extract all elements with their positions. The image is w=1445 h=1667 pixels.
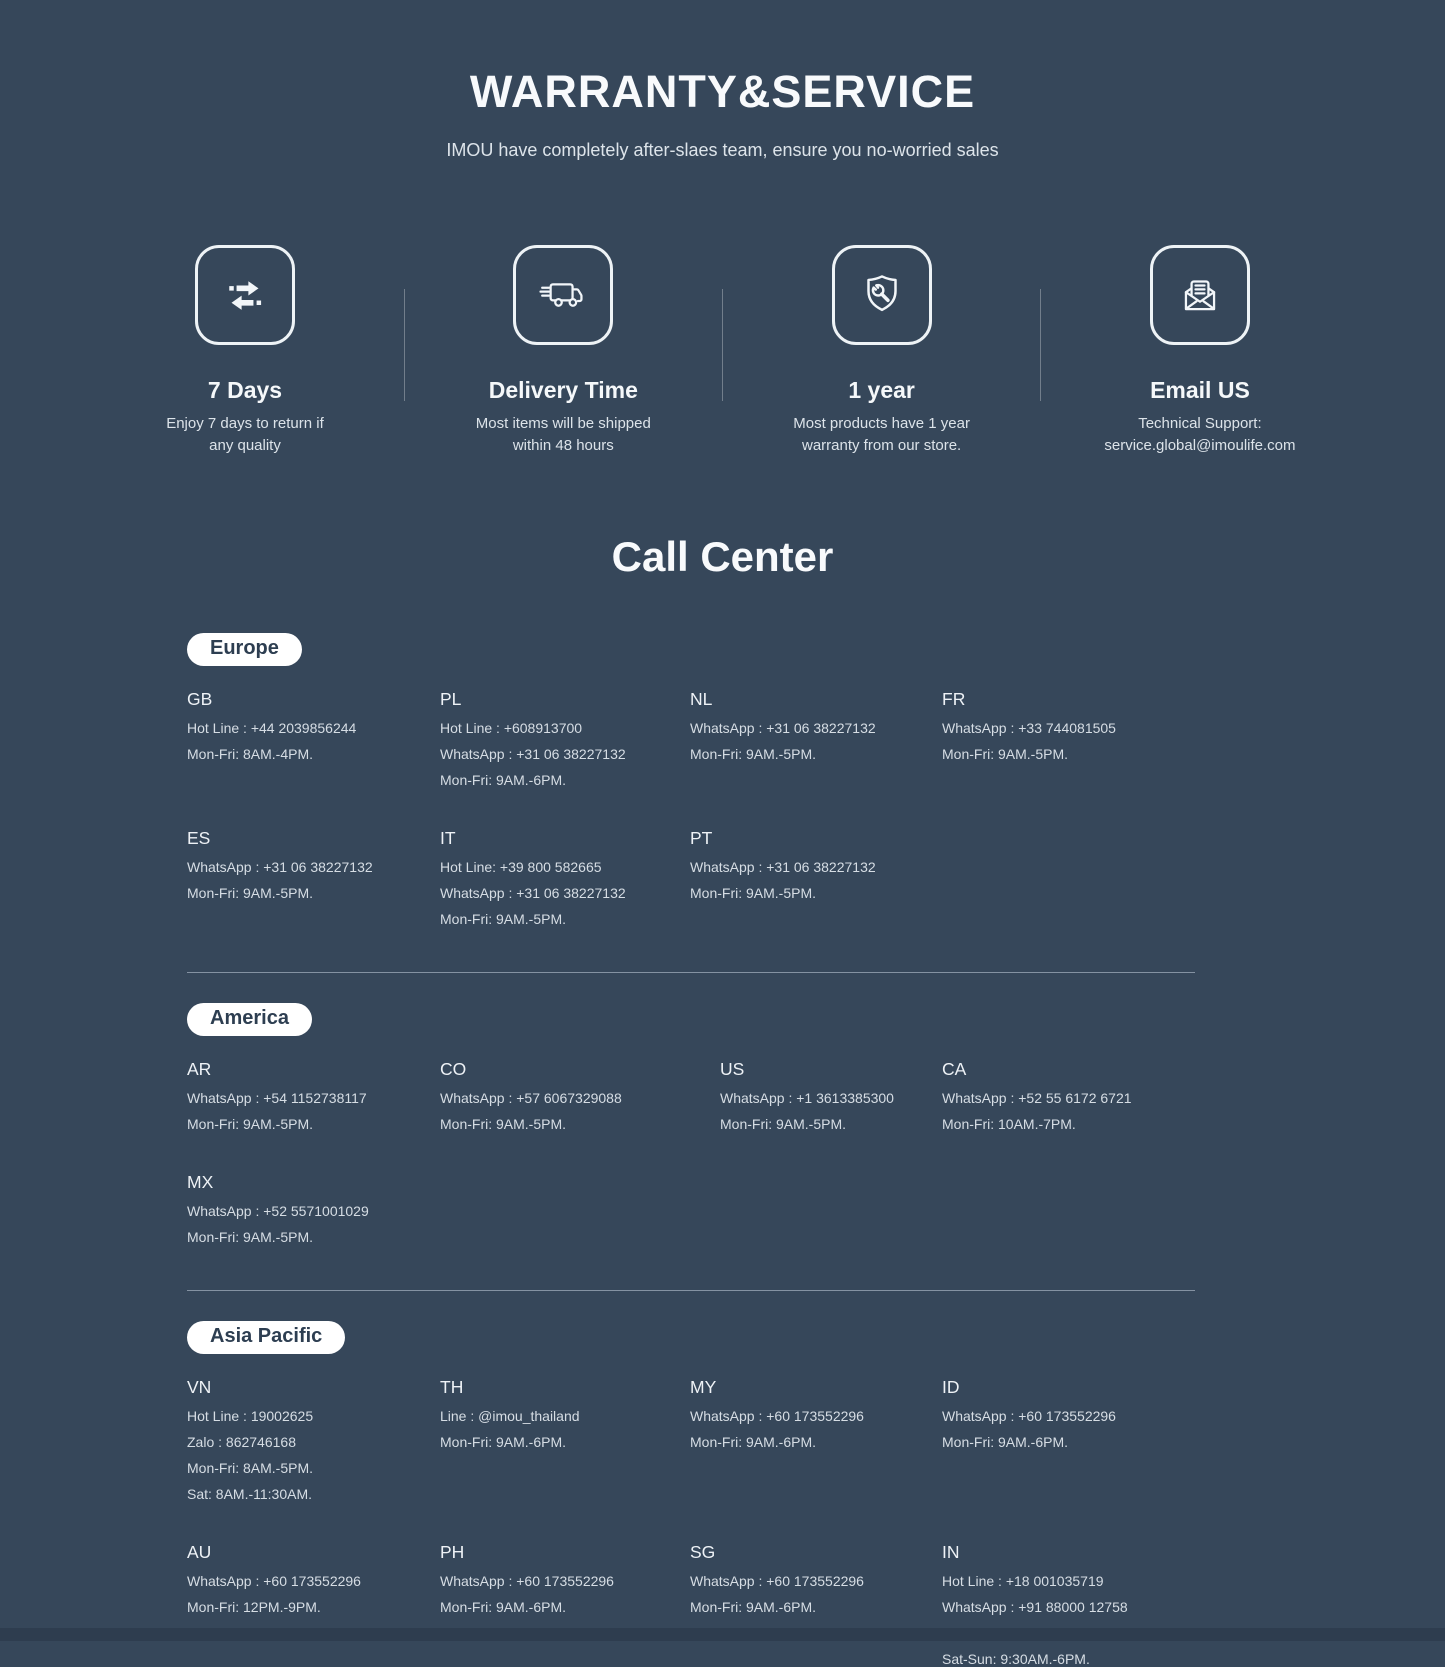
contact-line: Mon-Fri: 9AM.-5PM. xyxy=(690,884,817,901)
feature-return xyxy=(108,245,383,457)
region-pill-america: America xyxy=(187,1003,312,1036)
feature-desc-line: within 48 hours xyxy=(512,436,614,454)
country-us xyxy=(690,1059,942,1132)
country-mx xyxy=(187,1172,440,1245)
feature-desc-line: Technical Support: xyxy=(1138,415,1262,432)
feature-desc-line: service.global@imoulife.com xyxy=(1104,436,1296,454)
country-fr xyxy=(942,689,1195,762)
contact-line: Hot Line: +39 800 582665 xyxy=(440,858,602,875)
country-row xyxy=(187,689,1195,788)
contact-line: Mon-Fri: 8AM.-5PM. xyxy=(187,1459,314,1476)
section-divider xyxy=(187,972,1195,973)
country-nl xyxy=(690,689,942,762)
region-america xyxy=(187,1003,1195,1245)
contact-line: Mon-Fri: 9AM.-5PM. xyxy=(440,910,567,927)
country-code: AR xyxy=(187,1058,212,1079)
region-europe xyxy=(187,633,1195,927)
contact-line: Mon-Fri: 9AM.-5PM. xyxy=(187,1115,314,1132)
contact-line: Mon-Fri: 9AM.-6PM. xyxy=(440,771,567,788)
page-subtitle: IMOU have completely after-slaes team, ensure you no-worried sales xyxy=(446,140,999,160)
country-es xyxy=(187,828,440,901)
contact-line: Mon-Fri: 9AM.-5PM. xyxy=(720,1115,847,1132)
feature-desc-line: Most items will be shipped xyxy=(475,415,651,432)
country-au xyxy=(187,1542,440,1615)
contact-line: WhatsApp : +60 173552296 xyxy=(942,1407,1116,1424)
region-pill-asia-pacific: Asia Pacific xyxy=(187,1321,345,1354)
contact-line: WhatsApp : +54 1152738117 xyxy=(187,1089,367,1106)
country-code: SG xyxy=(690,1541,716,1562)
feature-description xyxy=(476,413,651,457)
vertical-divider xyxy=(1040,289,1041,401)
email-envelope-icon xyxy=(1150,245,1250,345)
contact-line: Mon-Fri: 9AM.-6PM. xyxy=(690,1598,817,1615)
country-code: AU xyxy=(187,1541,212,1562)
feature-desc-line: Enjoy 7 days to return if xyxy=(166,415,324,432)
contact-line: WhatsApp : +60 173552296 xyxy=(440,1572,614,1589)
country-row xyxy=(187,828,1195,927)
contact-line: Hot Line : +44 2039856244 xyxy=(187,719,357,736)
call-center-section xyxy=(187,633,1195,1667)
country-pl xyxy=(440,689,690,788)
contact-line: Mon-Fri: 9AM.-6PM. xyxy=(440,1598,567,1615)
region-asia-pacific xyxy=(187,1321,1195,1667)
country-code: VN xyxy=(187,1376,212,1397)
country-code: ID xyxy=(942,1376,960,1397)
contact-line: Mon-Fri: 9AM.-6PM. xyxy=(942,1433,1069,1450)
contact-line: WhatsApp : +31 06 38227132 xyxy=(690,858,876,875)
country-sg xyxy=(690,1542,942,1615)
country-row xyxy=(187,1377,1195,1502)
vertical-divider xyxy=(404,289,405,401)
vertical-divider xyxy=(722,289,723,401)
country-code: PL xyxy=(440,688,462,709)
bottom-edge-band xyxy=(0,1628,1445,1641)
country-row xyxy=(187,1059,1195,1132)
country-vn xyxy=(187,1377,440,1502)
country-ph xyxy=(440,1542,690,1615)
contact-line: Mon-Fri: 9AM.-5PM. xyxy=(187,884,314,901)
contact-line: Sat-Sun: 9:30AM.-6PM. xyxy=(942,1650,1090,1667)
country-code: NL xyxy=(690,688,713,709)
contact-line: WhatsApp : +31 06 38227132 xyxy=(440,884,626,901)
contact-line: WhatsApp : +60 173552296 xyxy=(690,1572,864,1589)
contact-line: Line : @imou_thailand xyxy=(440,1407,580,1424)
contact-line: WhatsApp : +1 3613385300 xyxy=(720,1089,894,1106)
country-code: IN xyxy=(942,1541,960,1562)
contact-line: WhatsApp : +52 55 6172 6721 xyxy=(942,1089,1132,1106)
contact-line: WhatsApp : +57 6067329088 xyxy=(440,1089,622,1106)
contact-line: WhatsApp : +33 744081505 xyxy=(942,719,1116,736)
country-co xyxy=(440,1059,690,1132)
contact-line: Zalo : 862746168 xyxy=(187,1433,296,1450)
feature-title: 7 Days xyxy=(207,377,283,403)
country-code: PT xyxy=(690,827,713,848)
contact-line: Mon-Fri: 9AM.-5PM. xyxy=(440,1115,567,1132)
feature-email xyxy=(1062,245,1337,457)
country-code: GB xyxy=(187,688,213,709)
feature-delivery xyxy=(426,245,701,457)
contact-line: Hot Line : +18 001035719 xyxy=(942,1572,1104,1589)
contact-line: WhatsApp : +31 06 38227132 xyxy=(187,858,373,875)
hero-section xyxy=(0,0,1445,161)
return-exchange-icon xyxy=(195,245,295,345)
country-code: PH xyxy=(440,1541,465,1562)
country-code: CO xyxy=(440,1058,467,1079)
contact-line: WhatsApp : +91 88000 12758 xyxy=(942,1598,1128,1615)
contact-line: Mon-Fri: 9AM.-5PM. xyxy=(187,1228,314,1245)
contact-line: Mon-Fri: 9AM.-6PM. xyxy=(440,1433,567,1450)
delivery-truck-icon xyxy=(513,245,613,345)
contact-line: Mon-Fri: 9AM.-5PM. xyxy=(942,745,1069,762)
feature-description xyxy=(1104,413,1295,457)
country-code: IT xyxy=(440,827,456,848)
feature-row xyxy=(108,245,1338,457)
country-code: ES xyxy=(187,827,211,848)
section-divider xyxy=(187,1290,1195,1291)
contact-line: Mon-Fri: 9AM.-6PM. xyxy=(690,1433,817,1450)
contact-line: WhatsApp : +31 06 38227132 xyxy=(690,719,876,736)
feature-title: 1 year xyxy=(848,377,915,403)
contact-line: Hot Line : 19002625 xyxy=(187,1407,314,1424)
country-id xyxy=(942,1377,1195,1450)
country-code: CA xyxy=(942,1058,967,1079)
contact-line: WhatsApp : +60 173552296 xyxy=(187,1572,361,1589)
country-code: MY xyxy=(690,1376,717,1397)
country-pt xyxy=(690,828,942,901)
feature-description xyxy=(166,413,324,457)
contact-line: Mon-Fri: 8AM.-4PM. xyxy=(187,745,314,762)
contact-line: Mon-Fri: 12PM.-9PM. xyxy=(187,1598,321,1615)
feature-desc-line: warranty from our store. xyxy=(802,436,962,454)
feature-description xyxy=(793,413,970,457)
feature-desc-line: Most products have 1 year xyxy=(793,415,970,432)
country-th xyxy=(440,1377,690,1450)
country-code: TH xyxy=(440,1376,464,1397)
country-row xyxy=(187,1172,1195,1245)
region-pill-europe: Europe xyxy=(187,633,302,666)
country-in xyxy=(942,1542,1195,1667)
contact-line: Mon-Fri: 10AM.-7PM. xyxy=(942,1115,1076,1132)
feature-title: Delivery Time xyxy=(488,377,638,403)
country-gb xyxy=(187,689,440,762)
contact-line: Sat: 8AM.-11:30AM. xyxy=(187,1485,313,1502)
country-row xyxy=(187,1542,1195,1667)
country-it xyxy=(440,828,690,927)
country-ca xyxy=(942,1059,1195,1132)
page-title: WARRANTY&SERVICE xyxy=(469,66,976,117)
country-code: FR xyxy=(942,688,966,709)
contact-line: Mon-Fri: 9AM.-5PM. xyxy=(690,745,817,762)
country-my xyxy=(690,1377,942,1450)
feature-desc-line: any quality xyxy=(209,436,281,454)
contact-line: WhatsApp : +52 5571001029 xyxy=(187,1202,369,1219)
feature-warranty xyxy=(744,245,1019,457)
contact-line: Hot Line : +608913700 xyxy=(440,719,583,736)
contact-line: WhatsApp : +31 06 38227132 xyxy=(440,745,626,762)
country-ar xyxy=(187,1059,440,1132)
feature-title: Email US xyxy=(1150,377,1250,403)
country-code: MX xyxy=(187,1171,214,1192)
country-code: US xyxy=(720,1058,745,1079)
call-center-title: Call Center xyxy=(611,532,834,580)
warranty-shield-icon xyxy=(832,245,932,345)
contact-line: WhatsApp : +60 173552296 xyxy=(690,1407,864,1424)
